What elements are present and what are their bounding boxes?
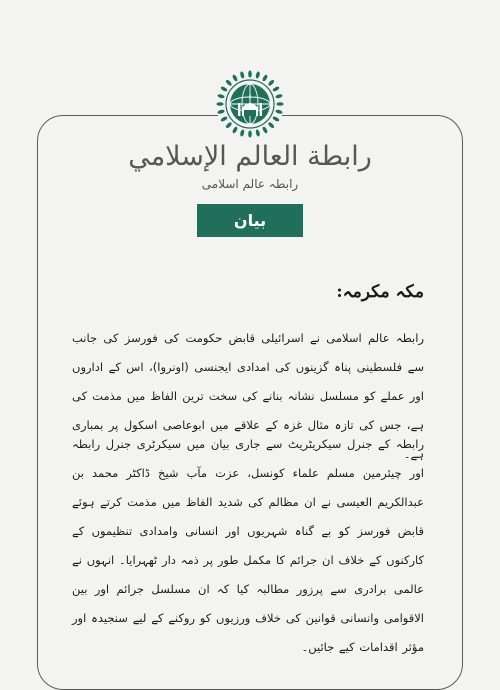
mosque-globe-emblem-icon	[216, 70, 284, 138]
statement-badge: بیان	[197, 204, 303, 237]
organization-name-urdu: رابطہ عالم اسلامی	[201, 177, 299, 191]
dateline: مکہ مکرمہ:	[336, 282, 424, 302]
statement-paragraph-1: رابطہ عالم اسلامی نے اسرائیلی قابض حکومت کی فورسز کی جانب سے فلسطینی پناہ گزینوں کی امدادی ایجنسی (اونروا)، اس کے اداروں اور عملے کو مسلسل نشانہ بنانے کی سخت ترین الفاظ میں مذمت کی ہے، جس کی تازہ مثال غزہ کے علاقے میں ابوعاصی اسکول پر بمباری ہے۔	[72, 331, 424, 461]
organization-name-arabic: رابطة العالم الإسلامي	[128, 141, 372, 172]
statement-paragraph-2: رابطہ کے جنرل سیکریٹریٹ سے جاری بیان میں سیکرٹری جنرل رابطہ اور چیئرمین مسلم علماء کونسل، عزت مآب شیخ ڈاکٹر محمد بن عبدالکریم العیسی نے ان مظالم کی شدید الفاظ میں مذمت کرتے ہوئے قابض فورسز کو بے گناہ شہریوں اور انسانی وامدادی تنظیموں کے کارکنوں کے خلاف ان جرائم کا مکمل طور پر ذمہ دار ٹھہرایا۔ انہوں نے عالمی برادری سے پرزور مطالبہ کیا کہ ان مسلسل جرائم اور بین الاقوامی وانسانی قوانین کی خلاف ورزیوں کو روکنے کے لیے سنجیدہ اور مؤثر اقدامات کیے جائیں۔	[72, 437, 424, 654]
